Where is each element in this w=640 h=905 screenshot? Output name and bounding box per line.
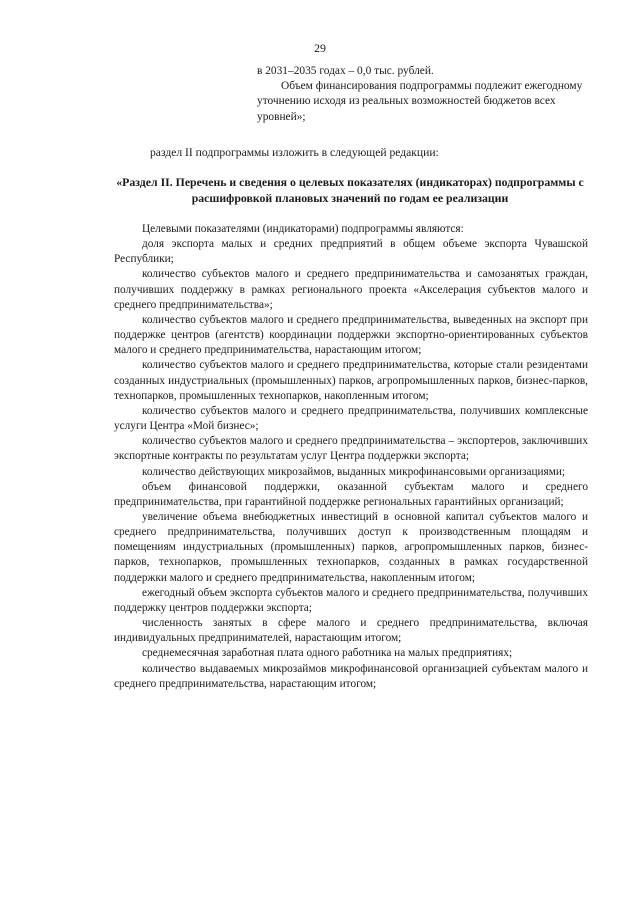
indicator-item: количество субъектов малого и среднего предпринимательства – экспортеров, заключивших экспортные контракты по результатам услуг Центра поддержки экспорта; — [114, 435, 588, 463]
indicator-item: среднемесячная заработная плата одного работника на малых предприятиях; — [142, 647, 513, 660]
indicator-item: количество действующих микрозаймов, выданных микрофинансовыми организациями; — [142, 465, 566, 478]
indicator-item: численность занятых в сфере малого и среднего предпринимательства, включая индивидуальных предпринимателей, нарастающим итогом; — [114, 617, 588, 645]
indicator-item: доля экспорта малых и средних предприятий в общем объеме экспорта Чувашской Республики; — [114, 238, 588, 266]
funding-block — [257, 64, 597, 125]
indicator-item: количество субъектов малого и среднего предпринимательства, которые стали резидентами созданных индустриальных (промышленных) парков, агропромышленных парков, бизнес-парков, технопарков, промышленных технопарков, накопленным итогом; — [114, 359, 588, 402]
indicators-intro: Целевыми показателями (индикаторами) подпрограммы являются: — [142, 223, 464, 235]
funding-line: в 2031–2035 годах – 0,0 тыс. рублей. — [257, 65, 434, 77]
indicator-item: количество субъектов малого и среднего предпринимательства и самозанятых граждан, получивших поддержку в рамках регионального проекта «Акселерация субъектов малого и среднего предпринимательства»; — [114, 268, 588, 311]
indicator-item: количество субъектов малого и среднего предпринимательства, выведенных на экспорт при поддержке центров (агентств) координации поддержки экспортно-ориентированных субъектов малого и среднего предпринимательства, нарастающим итогом; — [114, 313, 588, 357]
section-heading: «Раздел II. Перечень и сведения о целевых показателях (индикаторах) подпрограммы с расшифровкой плановых значений по годам ее реализации — [116, 175, 584, 205]
page-number: 29 — [314, 41, 326, 55]
indicator-item: объем финансовой поддержки, оказанной субъектам малого и среднего предпринимательства, при гарантийной поддержке региональных гарантийных организаций; — [114, 480, 588, 508]
indicator-item: ежегодный объем экспорта субъектов малого и среднего предпринимательства, получивших поддержку центров поддержки экспорта; — [114, 586, 588, 614]
funding-paragraph: Объем финансирования подпрограммы подлежит ежегодному уточнению исходя из реальных возможностей бюджетов всех уровней»; — [257, 80, 583, 123]
indicators-list — [114, 222, 588, 692]
indicator-item: увеличение объема внебюджетных инвестиций в основной капитал субъектов малого и среднего предпринимательства, получивших доступ к производственным площадям и помещениям индустриальных (промышленных) парков, агропромышленных парков, бизнес-парков, технопарков, промышленных технопарков, созданных в рамках государственной поддержки малого и среднего предпринимательства, накопленным итогом; — [114, 510, 588, 584]
indicator-item: количество субъектов малого и среднего предпринимательства, получивших комплексные услуги Центра «Мой бизнес»; — [114, 404, 588, 433]
amendment-intro: раздел II подпрограммы изложить в следующей редакции: — [150, 146, 439, 159]
indicator-item: количество выдаваемых микрозаймов микрофинансовой организацией субъектам малого и среднего предпринимательства, нарастающим итогом; — [114, 662, 588, 690]
